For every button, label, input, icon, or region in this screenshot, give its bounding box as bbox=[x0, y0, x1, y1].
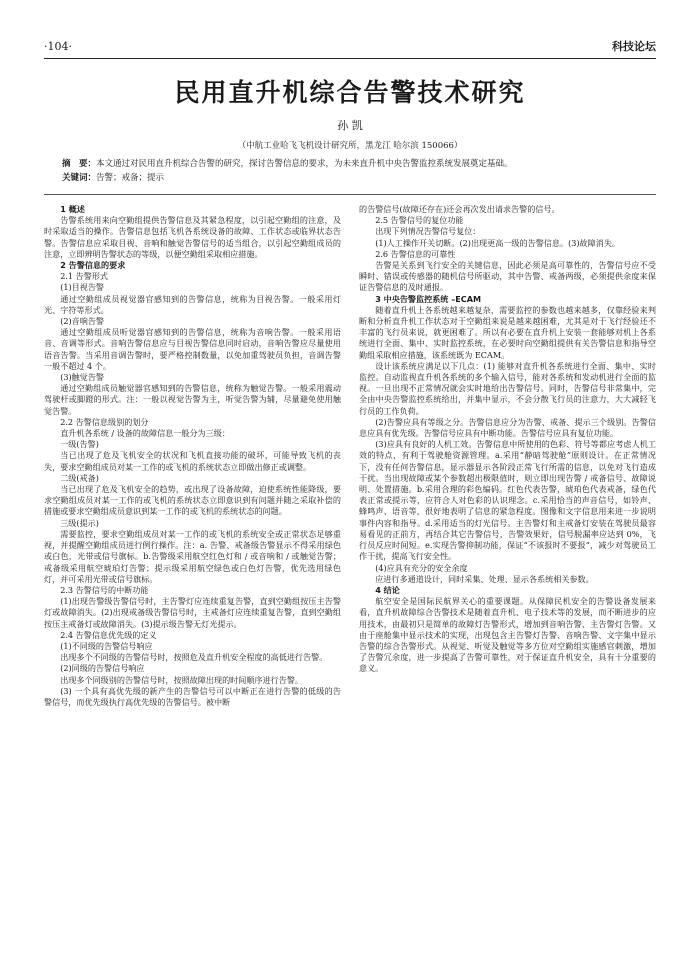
section-heading: 4 结论 bbox=[375, 584, 400, 595]
paragraph: 设计该系统应满足以下几点：(1) 能够对直升机各系统进行全面、集中、实时监控。自动监视直升机各系统的多个输入信号，能对各系统和发动机进行全面的监视。一旦出现不正常情况就会实时地给出告警信号。同时，告警信号非常集中，完全由中央告警监控系统给出，并集中显示，不会分散飞行员的注意力，大大减轻飞行员的工作负荷。 bbox=[359, 360, 656, 416]
paragraph: (3)应具有良好的人机工效。告警信息中所使用的色彩、符号等都应考虑人机工效的特点，有利于驾驶舱资源管理。a.采用“静暗驾驶舱”原则设计。在正常情况下，没有任何告警信息，显示器显示各阶段正常飞行所需的信息，以免对飞行造成干扰。当出现故障或某个参数超出极限值时，则立即出现告警 / 戒备信号、故障说明、处置措施。b.采用合理的彩色编码。红色代表告警，琥珀色代表戒备，绿色代表正常或提示等，应符合人对色彩的认识理念。c.采用恰当的声音信号，如铃声、蜂鸣声、语音等，很好地表明了信息的紧急程度。图像和文字信息用来进一步说明事件内容和指导。d.采用适当的灯光信号。主告警灯和主戒备灯安装在驾驶员最容易看见的正前方，再结合其它告警信号，告警效果好，信号脱漏率应达到 0%，飞行员反应时间短。e.实现告警抑制功能，保证“不该报时不要报”，减少对驾驶员工作干扰，提高飞行安全性。 bbox=[359, 439, 656, 562]
subheading-line: 2.2 告警信息级别的划分 bbox=[60, 416, 149, 427]
abstract bbox=[44, 157, 656, 185]
paragraph: 当已出现了危及飞机安全的趋势，或出现了设备故障，迫使系统性能降级，要求空勤组成员对某一工作的或飞机的系统状态立即意识到有问题并随之采取补偿的措施或要求空勤组成员意识到某一工作的或飞机的系统状态的问题。 bbox=[44, 484, 341, 517]
subheading-line: 2.6 告警信息的可靠性 bbox=[375, 248, 456, 259]
subheading-line: (1)不同级的告警信号响应 bbox=[60, 640, 153, 651]
running-header bbox=[44, 0, 656, 59]
section-heading: 2 告警信息的要求 bbox=[60, 260, 126, 271]
subheading-line: 2.3 告警信号的中断功能 bbox=[60, 584, 149, 595]
subheading-line: (2)音响告警 bbox=[60, 316, 105, 327]
paragraph: (3) 一个具有高优先级的新产生的告警信号可以中断正在进行告警的低级的告警信号，而优先级执行高优先级的告警信号。被中断 bbox=[44, 685, 341, 707]
subheading-line: (2)同级的告警信号响应 bbox=[60, 663, 145, 674]
page-number: ·104· bbox=[44, 40, 72, 53]
journal-section: 科技论坛 bbox=[612, 40, 656, 53]
paragraph: 当已出现了危及飞机安全的状况和飞机直接功能的破坏，可能导致飞机的丧失，要求空勤组成员对某一工作的或飞机的系统状态立即做出修正或调整。 bbox=[44, 450, 341, 472]
paragraph: 出现多个同级别的告警信号时，按照故障出现的时间顺序进行告警。 bbox=[60, 674, 304, 685]
paragraph: 通过空勤组成员听觉器官感知到的告警信息，统称为音响告警。一般采用语音、音调等形式。音响告警信息应与目视告警信息同时启动，音响告警应尽量使用语音告警。当采用音调告警时，要严格控制数量，以免加重驾驶员负担，音调告警一般不超过 4 个。 bbox=[44, 327, 341, 371]
subheading-line: 二级(戒备) bbox=[60, 472, 99, 483]
paragraph: 需要监控，要求空勤组成员对某一工作的或飞机的系统安全或正常状态足够重视，并提醒空勤组成员进行例行操作。注：a. 告警、戒备级告警显示不得采用绿色或白色，光带或信号旗标。b.告警级采用航空红色灯和 / 或音响和 / 或触觉告警；戒备级采用航空琥珀灯告警；提示级采用航空绿色或白色灯告警，优先选用绿色灯，并可采用光带或信号旗标。 bbox=[44, 528, 341, 584]
subheading-line: 出现下列情况告警信号复位： bbox=[375, 226, 481, 237]
section-heading: 3 中央告警监控系统 –ECAM bbox=[375, 293, 482, 304]
paragraph: (1)出现告警级告警信号时，主告警灯应连续重复告警，直到空勤组按压主告警灯或故障消失。(2)出现戒备级告警信号时，主戒备灯应连续重复告警，直到空勤组按压主戒备灯或故障消失。(3)提示级告警无灯光提示。 bbox=[44, 596, 341, 629]
author: 孙 凯 bbox=[337, 119, 363, 132]
paragraph: (1)人工操作开关切断。(2)出现更高一级的告警信息。(3)故障消失。 bbox=[375, 237, 621, 248]
subheading-line: 三级(提示) bbox=[60, 517, 99, 528]
subheading-line: 直升机各系统 / 设备的故障信息一般分为三级： bbox=[60, 428, 230, 439]
abstract-label: 摘 要： bbox=[62, 159, 97, 169]
paragraph: 航空安全是国际民航界关心的重要课题。从保障民机安全的告警设备发展来看，直升机故障综合告警技术是随着直升机、电子技术等的发展，而不断进步的应用技术，由最初只是简单的故障灯告警形式，增加到音响告警、主告警灯告警。又由于座舱集中显示技术的实现，出现包含主告警灯告警、音响告警、文字集中显示告警的综合告警形式。从视觉、听觉及触觉等多方位对空勤组实施感官刺激，增加了告警冗余度，进一步提高了告警可靠性，对于保证直升机安全，具有十分重要的意义。 bbox=[359, 596, 656, 674]
keywords-label: 关键词： bbox=[62, 173, 97, 183]
subheading-line: 2.5 告警信号的复位功能 bbox=[375, 215, 464, 226]
right-column bbox=[359, 204, 656, 964]
paragraph: 出现多个不同级的告警信号时，按照危及直升机安全程度的高低进行告警。 bbox=[60, 652, 328, 663]
paragraph: 应进行多通道设计，同时采集、处理、显示各系统相关参数。 bbox=[375, 573, 594, 584]
paragraph: 随着直升机上各系统越来越复杂，需要监控的参数也越来越多，仅靠经验来判断和分析直升机工作状态对于空勤组来说是越来越困难，尤其是对于飞行经验还不丰富的飞行员来说，就更困难了。所以有必要在直升机上安装一套能够对机上各系统进行全面、集中、实时监控系统，在必要时向空勤组提供有关告警信息和指导空勤组采取相应措施，该系统既为 ECAM。 bbox=[359, 304, 656, 360]
paragraph: (2)告警应具有等级之分。告警信息应分为告警、戒备、提示三个级别。告警信息应具有优先级。告警信号应具有中断功能。告警信号应具有复位功能。 bbox=[359, 416, 656, 439]
paragraph: 告警是关系到飞行安全的关键信息，因此必须是高可靠性的，告警信号应不受瞬时、错误或传感器的随机信号所驱动，其中告警、戒备两级，必须提供余度来保证告警信息的及时通报。 bbox=[359, 260, 656, 293]
subheading-line: (3)触觉告警 bbox=[60, 372, 105, 383]
paragraph: 通过空勤组成员触觉器官感知到的告警信息，统称为触觉告警。一般采用震动驾驶杆或脚蹬的形式。注：一般以视觉告警为主，听觉告警为辅，尽量避免使用触觉告警。 bbox=[44, 383, 341, 416]
continued-paragraph: 的告警信号(故障还存在)还会再次发出请求告警的信号。 bbox=[359, 204, 560, 214]
header-divider bbox=[44, 194, 656, 195]
affiliation: （中航工业哈飞飞机设计研究所，黑龙江 哈尔滨 150066） bbox=[237, 141, 463, 151]
abstract-text: 本文通过对民用直升机综合告警的研究，探讨告警信息的要求，为未来直升机中央告警监控系统发展奠定基础。 bbox=[96, 159, 513, 169]
paragraph: (4)应具有充分的安全余度 bbox=[375, 562, 468, 573]
subheading-line: 一级(告警) bbox=[60, 439, 99, 450]
subheading-line: 2.1 告警形式 bbox=[60, 271, 109, 282]
keywords-text: 告警；戒备；提示 bbox=[96, 173, 165, 183]
body-columns bbox=[44, 204, 656, 964]
paragraph: 告警系统用来向空勤组提供告警信息及其紧急程度，以引起空勤组的注意，及时采取适当的操作。告警信息包括飞机各系统设备的故障、工作状态或临界状态告警。告警信息应采取目视、音响和触觉告警信号的适当组合，以引起空勤组成员的注意，立即辨明告警状态的等级，以便空勤组采取相应措施。 bbox=[44, 215, 341, 259]
left-column bbox=[44, 204, 341, 964]
subheading-line: 2.4 告警信息优先级的定义 bbox=[60, 629, 157, 640]
subheading-line: (1)目视告警 bbox=[60, 282, 105, 293]
paper-title: 民用直升机综合告警技术研究 bbox=[174, 78, 526, 107]
paragraph: 通过空勤组成员视觉器官感知到的告警信息，统称为目视告警。一般采用灯光、字符等形式。 bbox=[44, 293, 341, 315]
section-heading: 1 概述 bbox=[60, 204, 85, 214]
